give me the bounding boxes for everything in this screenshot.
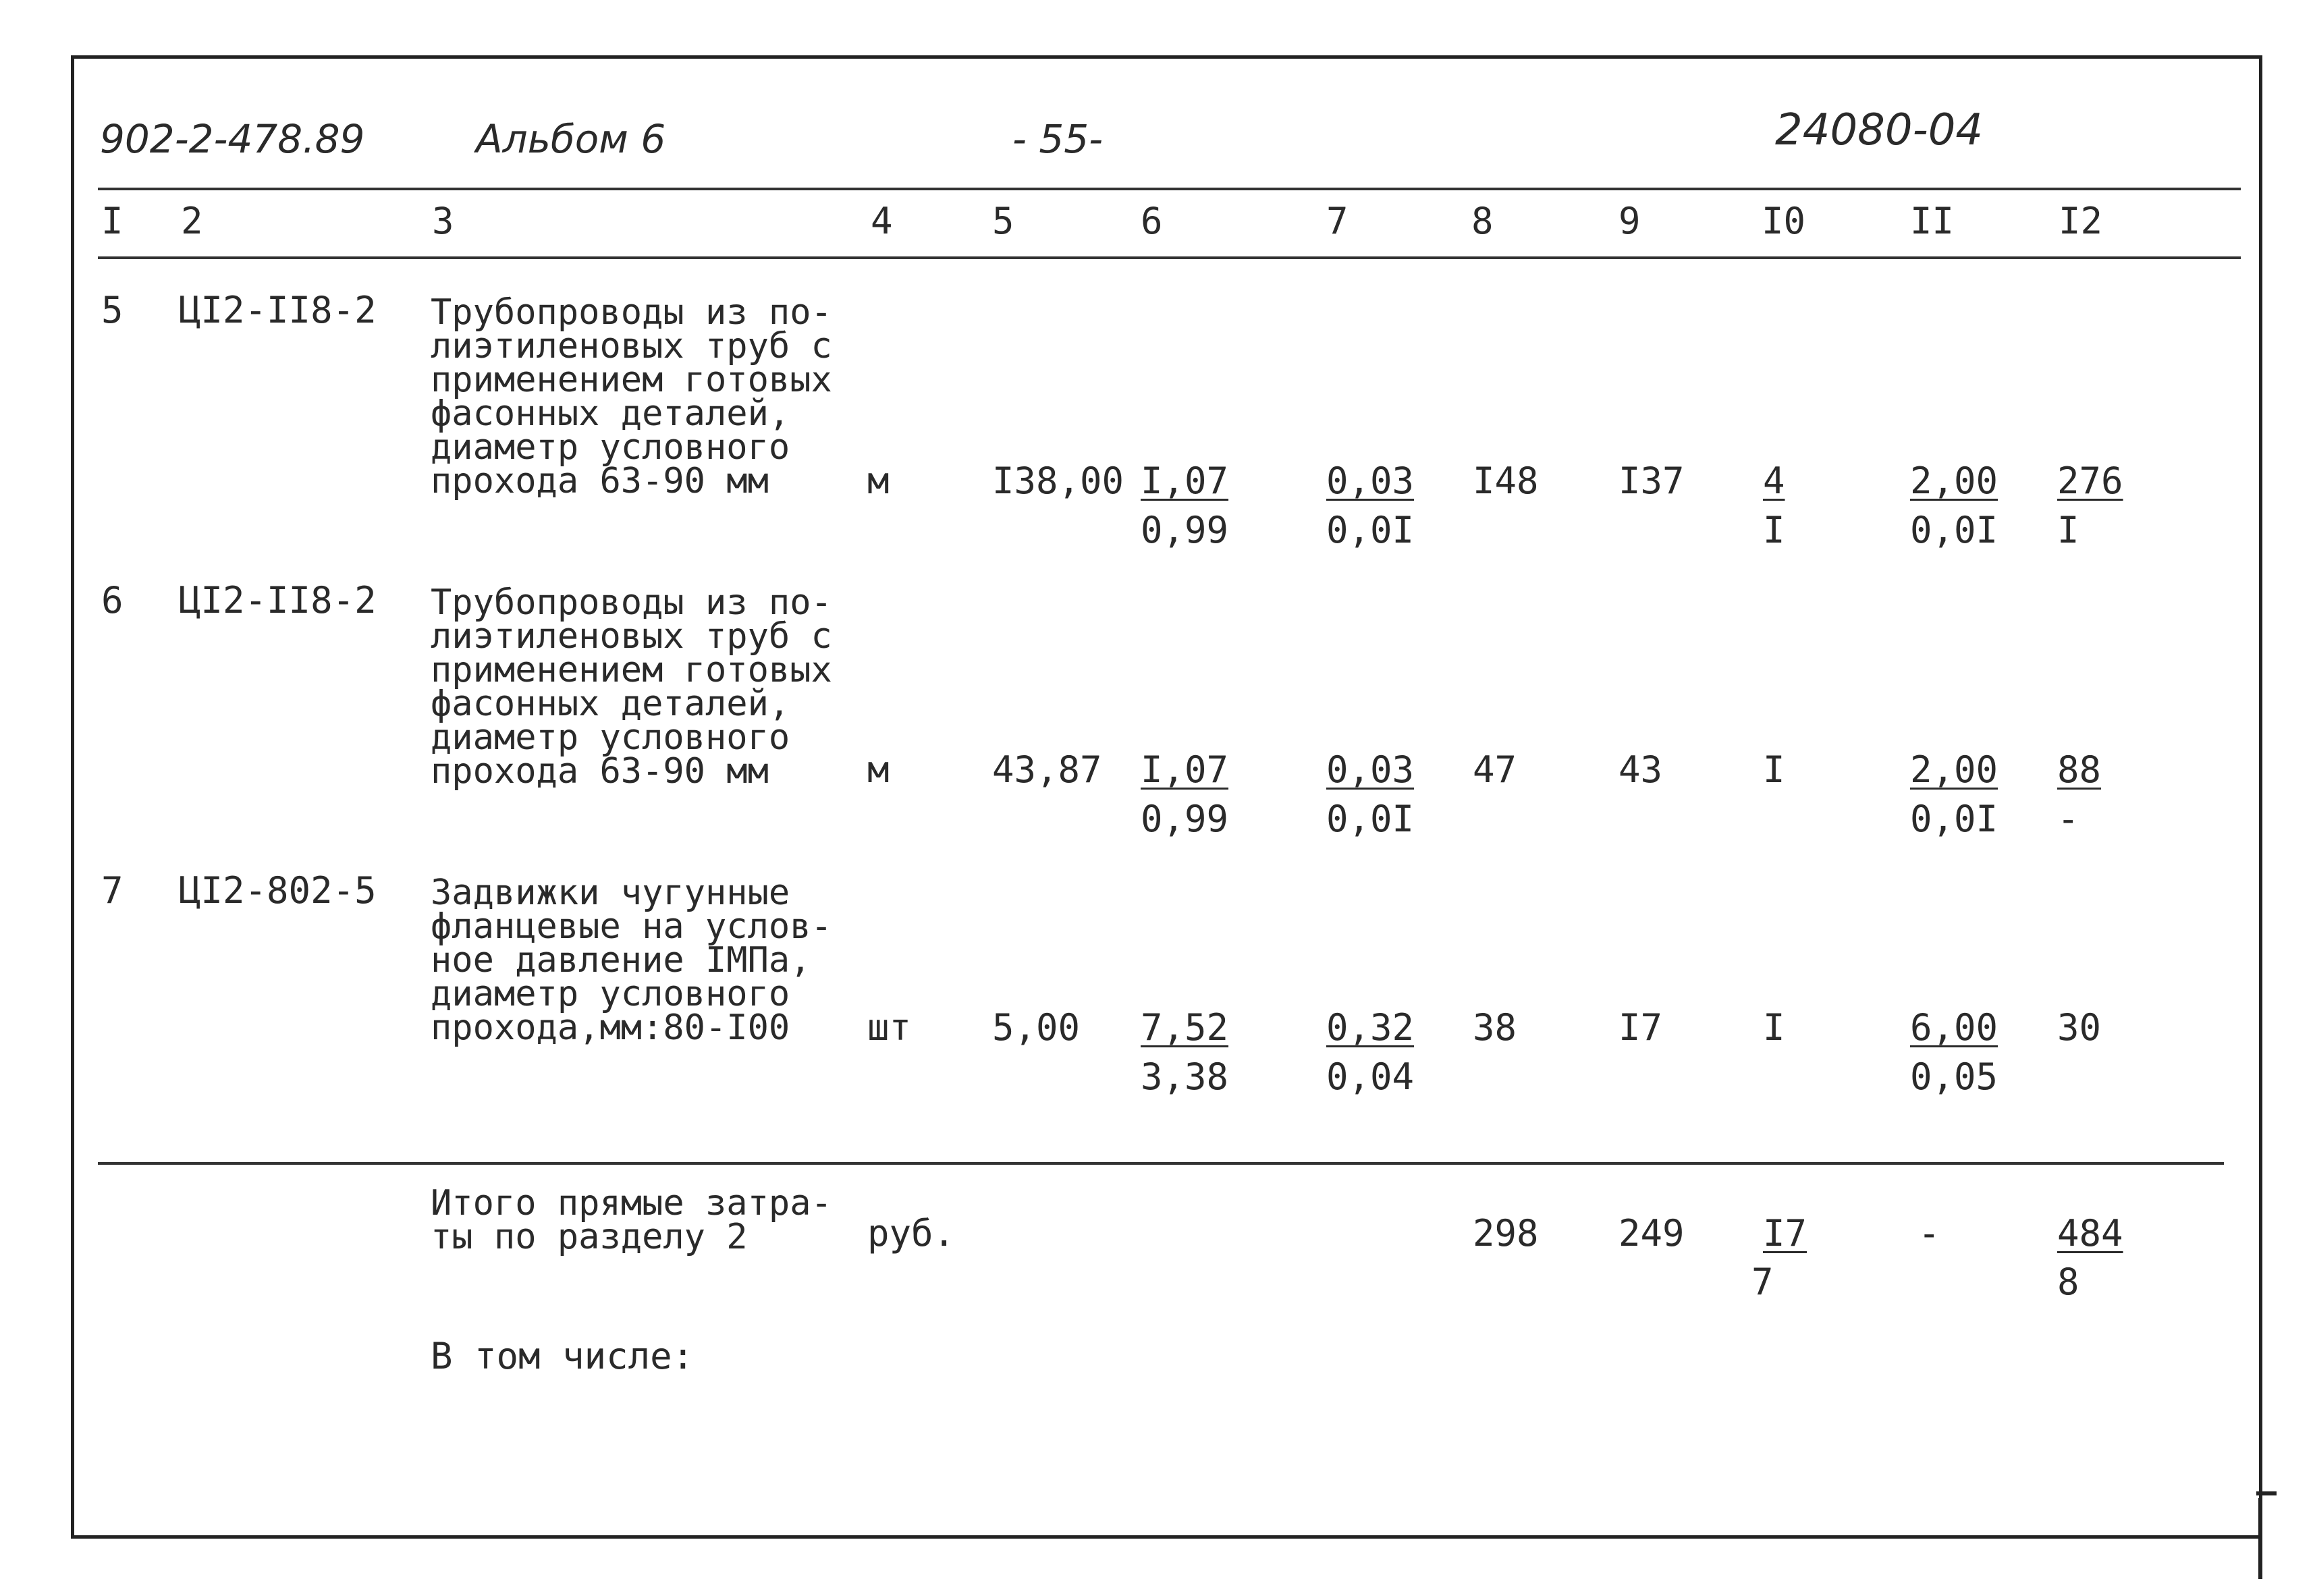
col-header-7: 7 bbox=[1326, 200, 1349, 242]
row-number: 5 bbox=[101, 289, 124, 331]
row-col10-top: I bbox=[1763, 748, 1785, 791]
row-col6-top: I,07 bbox=[1141, 748, 1229, 791]
row-col6-bottom: 3,38 bbox=[1141, 1055, 1229, 1098]
row-code: ЦI2-802-5 bbox=[179, 869, 377, 912]
row-col6-bottom: 0,99 bbox=[1141, 798, 1229, 840]
row-col11-top: 6,00 bbox=[1910, 1006, 1998, 1049]
total-col12-bottom: 8 bbox=[2057, 1261, 2079, 1303]
col-header-4: 4 bbox=[871, 200, 893, 242]
album-label: Альбом 6 bbox=[476, 116, 666, 162]
col-header-9: 9 bbox=[1618, 200, 1641, 242]
row-unit: м bbox=[867, 460, 890, 502]
row-col10-top: I bbox=[1763, 1006, 1785, 1049]
col-header-2: 2 bbox=[181, 200, 203, 242]
including-label: В том числе: bbox=[431, 1335, 695, 1377]
page-frame bbox=[71, 55, 2262, 1539]
row-col12-top: 30 bbox=[2057, 1006, 2102, 1049]
row-number: 7 bbox=[101, 869, 124, 912]
column-header-rule bbox=[98, 256, 2241, 259]
row-col7-bottom: 0,0I bbox=[1326, 798, 1415, 840]
row-col7-top: 0,32 bbox=[1326, 1006, 1415, 1049]
row-col7-bottom: 0,0I bbox=[1326, 509, 1415, 551]
row-col11-bottom: 0,0I bbox=[1910, 509, 1998, 551]
row-description: Трубопроводы из по- лиэтиленовых труб с применением готовых фасонных деталей, диаметр условного прохода 63-90 мм bbox=[431, 292, 832, 501]
row-col7-top: 0,03 bbox=[1326, 460, 1415, 502]
row-col8: I48 bbox=[1473, 460, 1539, 502]
col-header-12: I2 bbox=[2059, 200, 2103, 242]
row-col9: I37 bbox=[1618, 460, 1685, 502]
col-header-1: I bbox=[101, 200, 124, 242]
row-col11-bottom: 0,0I bbox=[1910, 798, 1998, 840]
total-col9: 249 bbox=[1618, 1212, 1685, 1255]
row-unit: шт bbox=[867, 1006, 912, 1049]
col-header-8: 8 bbox=[1471, 200, 1494, 242]
doc-code: 902-2-478.89 bbox=[100, 116, 365, 162]
row-col11-top: 2,00 bbox=[1910, 748, 1998, 791]
row-col9: 43 bbox=[1618, 748, 1663, 791]
row-quantity: I38,00 bbox=[992, 460, 1124, 502]
row-col10-top: 4 bbox=[1763, 460, 1785, 502]
row-col8: 38 bbox=[1473, 1006, 1517, 1049]
row-col12-bottom: - bbox=[2057, 798, 2079, 840]
frame-tick-vertical bbox=[2258, 1498, 2262, 1579]
row-number: 6 bbox=[101, 579, 124, 622]
row-col9: I7 bbox=[1618, 1006, 1663, 1049]
frame-tick bbox=[2256, 1491, 2277, 1495]
total-description: Итого прямые затра- ты по разделу 2 bbox=[431, 1183, 832, 1257]
col-header-10: I0 bbox=[1762, 200, 1806, 242]
total-col10-top: I7 bbox=[1763, 1212, 1807, 1255]
row-col6-top: I,07 bbox=[1141, 460, 1229, 502]
row-col8: 47 bbox=[1473, 748, 1517, 791]
row-code: ЦI2-II8-2 bbox=[179, 579, 377, 622]
total-unit: руб. bbox=[867, 1212, 956, 1255]
row-unit: м bbox=[867, 748, 890, 791]
row-description: Трубопроводы из по- лиэтиленовых труб с применением готовых фасонных деталей, диаметр условного прохода 63-90 мм bbox=[431, 582, 832, 792]
row-col7-bottom: 0,04 bbox=[1326, 1055, 1415, 1098]
row-col11-bottom: 0,05 bbox=[1910, 1055, 1998, 1098]
row-col7-top: 0,03 bbox=[1326, 748, 1415, 791]
col-header-3: 3 bbox=[432, 200, 454, 242]
drawing-number: 24080-04 bbox=[1775, 105, 1984, 155]
total-rule bbox=[98, 1162, 2224, 1165]
col-header-11: II bbox=[1910, 200, 1955, 242]
col-header-5: 5 bbox=[992, 200, 1014, 242]
col-header-6: 6 bbox=[1141, 200, 1163, 242]
row-quantity: 43,87 bbox=[992, 748, 1102, 791]
row-description: Задвижки чугунные фланцевые на услов- ное давление IМПа, диаметр условного прохода,мм:80-I00 bbox=[431, 873, 832, 1048]
header-rule bbox=[98, 188, 2241, 190]
row-quantity: 5,00 bbox=[992, 1006, 1081, 1049]
row-col6-bottom: 0,99 bbox=[1141, 509, 1229, 551]
row-col11-top: 2,00 bbox=[1910, 460, 1998, 502]
total-col11: - bbox=[1918, 1212, 1940, 1255]
row-col12-top: 88 bbox=[2057, 748, 2102, 791]
total-col10-bottom: 7 bbox=[1751, 1261, 1774, 1303]
row-col12-top: 276 bbox=[2057, 460, 2123, 502]
row-col6-top: 7,52 bbox=[1141, 1006, 1229, 1049]
page-number: - 55- bbox=[1012, 116, 1104, 162]
row-col12-bottom: I bbox=[2057, 509, 2079, 551]
total-col12-top: 484 bbox=[2057, 1212, 2123, 1255]
row-code: ЦI2-II8-2 bbox=[179, 289, 377, 331]
total-col8: 298 bbox=[1473, 1212, 1539, 1255]
row-col10-bottom: I bbox=[1763, 509, 1785, 551]
